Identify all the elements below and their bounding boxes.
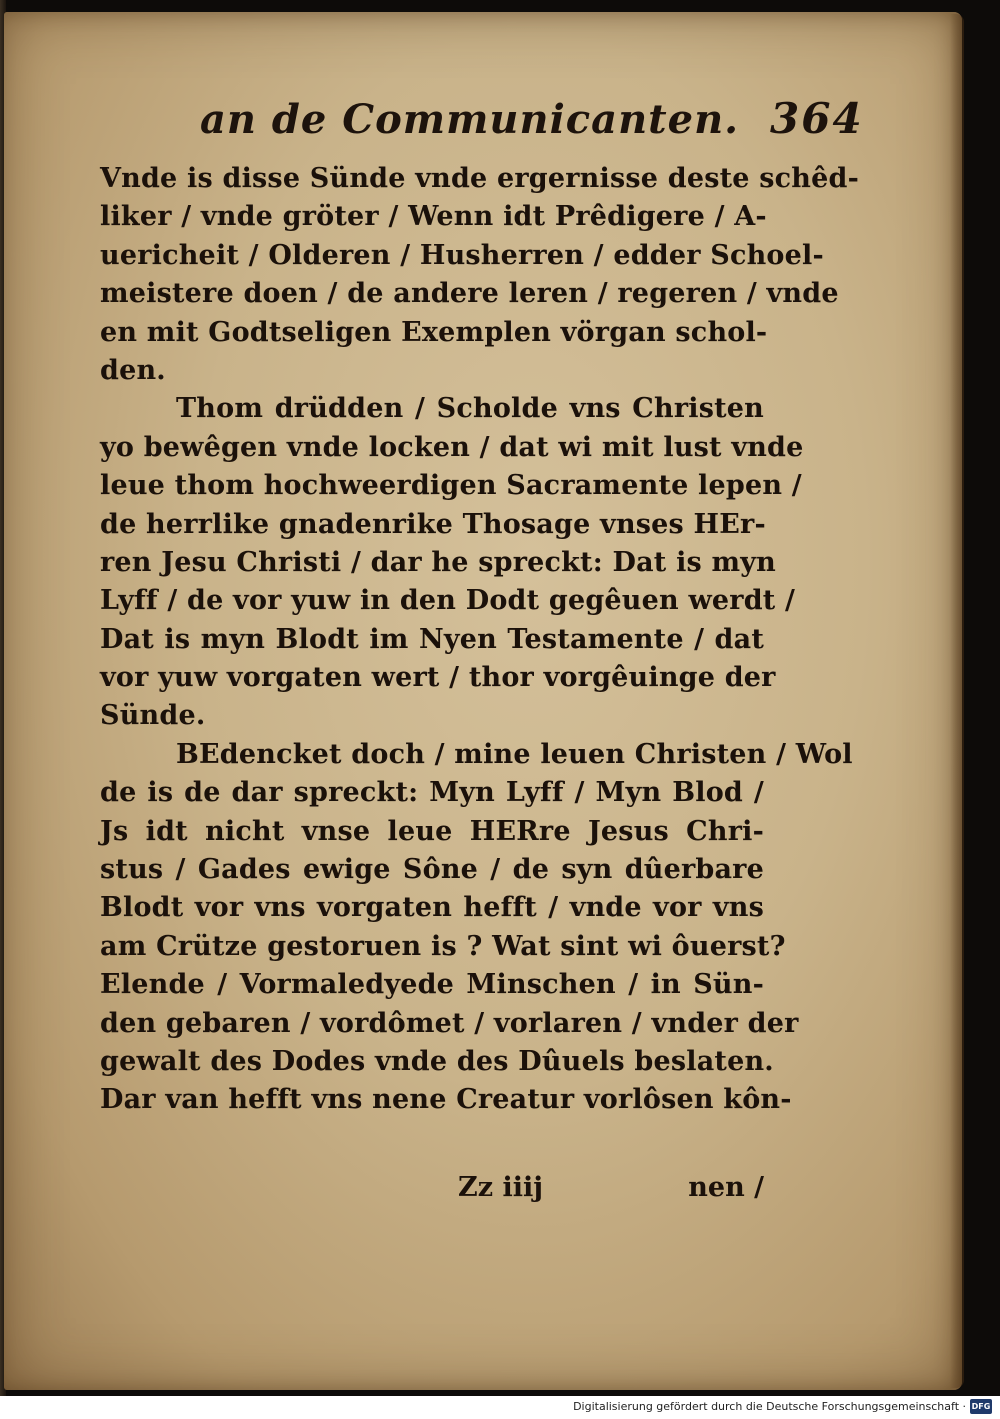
text-line: Js idt nicht vnse leue HERre Jesus Chri- xyxy=(100,815,764,847)
text-line: de herrlike gnadenrike Thosage vnses HEr- xyxy=(100,508,766,540)
dfg-logo-icon: DFG xyxy=(970,1399,992,1414)
text-line: meistere doen / de andere leren / regeren / vnde xyxy=(100,278,839,310)
text-line: stus / Gades ewige Sône / de syn dûerbare xyxy=(100,854,764,886)
text-line: Sünde. xyxy=(100,700,206,732)
text-line: leue thom hochweerdigen Sacramente lepen / xyxy=(100,470,802,502)
text-line: Lyff / de vor yuw in den Dodt gegêuen werdt / xyxy=(100,585,796,617)
funding-credit: Digitalisierung gefördert durch die Deutsche Forschungsgemeinschaft · xyxy=(573,1400,966,1413)
running-head: an de Communicanten. xyxy=(200,96,740,143)
text-line: liker / vnde gröter / Wenn idt Prêdigere / A- xyxy=(100,201,767,233)
text-line: Dar van hefft vns nene Creatur vorlôsen kôn- xyxy=(100,1084,792,1116)
text-line: gewalt des Dodes vnde des Dûuels beslaten. xyxy=(100,1045,774,1077)
page-number: 364 xyxy=(770,94,864,143)
text-line: BEdencket doch / mine leuen Christen / Wol xyxy=(176,738,853,770)
text-line: Thom drüdden / Scholde vns Christen xyxy=(176,393,764,425)
text-line: den. xyxy=(100,354,166,386)
catchword: nen / xyxy=(688,1172,764,1203)
text-line: vor yuw vorgaten wert / thor vorgêuinge der xyxy=(100,662,776,694)
text-line: Vnde is disse Sünde vnde ergernisse deste schêd- xyxy=(100,163,859,194)
signature-line xyxy=(458,1172,764,1212)
text-line: yo bewêgen vnde locken / dat wi mit lust vnde xyxy=(100,431,804,463)
text-line: ren Jesu Christi / dar he spreckt: Dat is myn xyxy=(100,546,777,578)
text-line: Blodt vor vns vorgaten hefft / vnde vor vns xyxy=(100,892,764,924)
text-line: den gebaren / vordômet / vorlaren / vnder der xyxy=(100,1007,799,1039)
page-fore-edge xyxy=(950,14,964,1388)
footer-bar xyxy=(0,1396,1000,1419)
text-line: Dat is myn Blodt im Nyen Testamente / dat xyxy=(100,623,764,655)
text-line: uericheit / Olderen / Husherren / edder Schoel- xyxy=(100,239,824,271)
text-line: de is de dar spreckt: Myn Lyff / Myn Blod / xyxy=(100,777,764,809)
text-line: am Crütze gestoruen is ? Wat sint wi ôuerst? xyxy=(100,930,786,962)
signature-mark: Zz iiij xyxy=(458,1172,543,1203)
text-line: Elende / Vormaledyede Minschen / in Sün- xyxy=(100,969,764,1001)
text-line: en mit Godtseligen Exemplen vörgan schol- xyxy=(100,316,768,348)
body-text xyxy=(100,160,859,1120)
